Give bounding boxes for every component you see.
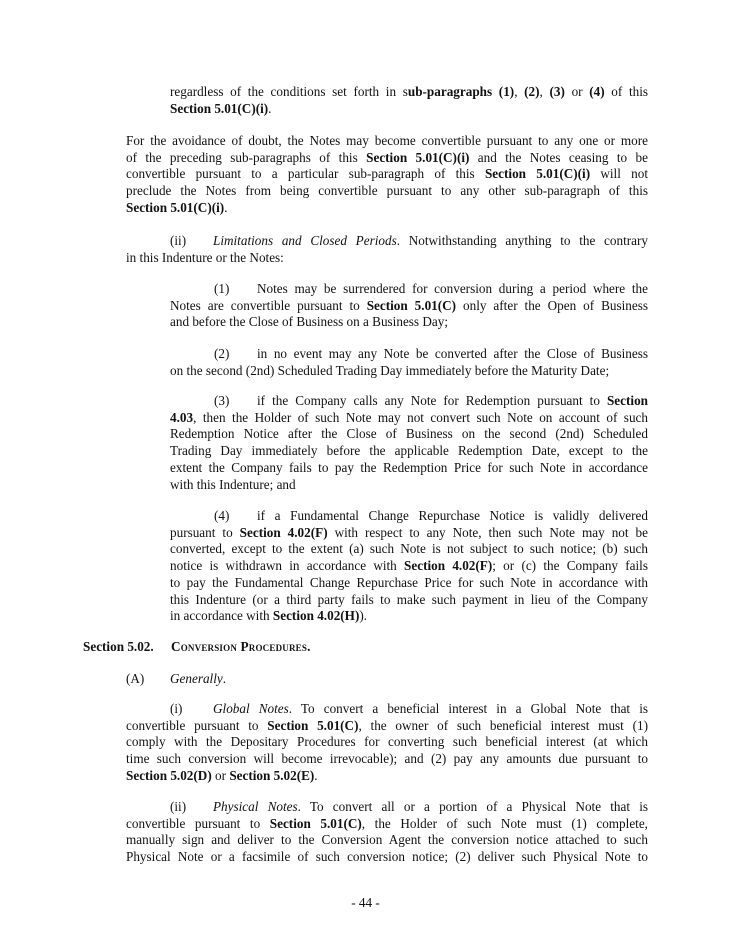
text-line: Trading Day immediately before the applicable Redemption Date, except to the — [170, 443, 648, 459]
text-line: in this Indenture or the Notes: — [126, 249, 284, 265]
section-heading — [83, 639, 648, 656]
paragraph-avoidance-of-doubt — [126, 133, 648, 217]
text-line: regardless of the conditions set forth in sub-paragraphs (1), (2), (3) or (4) of this — [170, 84, 648, 99]
paragraph-global-notes — [126, 701, 648, 785]
text-line: (4) if a Fundamental Change Repurchase Notice is validly delivered — [214, 508, 648, 523]
text-line: time such conversion will become irrevocable); and (2) pay any amounts due pursuant to — [126, 751, 648, 767]
text-line: 4.03, then the Holder of such Note may not convert such Note on account of such — [170, 409, 648, 425]
text-line: in accordance with Section 4.02(H)). — [170, 608, 368, 624]
list-item-3 — [170, 393, 648, 493]
text-line: (2) in no event may any Note be converted after the Close of Business — [214, 346, 648, 361]
text-line: convertible pursuant to Section 5.01(C), the owner of such beneficial interest must (1) — [126, 717, 648, 733]
text-line: Redemption Notice after the Close of Business on the second (2nd) Scheduled — [170, 426, 648, 442]
list-item-1 — [170, 281, 648, 331]
subsection-heading — [126, 671, 648, 688]
text-line: Section 5.01(C)(i). — [126, 199, 228, 215]
text-line: and before the Close of Business on a Business Day; — [170, 314, 448, 330]
text-line: Section 5.01(C)(i). — [170, 100, 272, 116]
text-line: with this Indenture; and — [170, 476, 296, 492]
text-line: Section 5.02. Conversion Procedures. — [83, 639, 311, 654]
text-line: notice is withdrawn in accordance with Section 4.02(F); or (c) the Company fails — [170, 558, 648, 574]
page-number: - 44 - — [351, 895, 380, 910]
text-line: (ii) Limitations and Closed Periods. Notwithstanding anything to the contrary — [170, 233, 648, 248]
text-line: to pay the Fundamental Change Repurchase Price for such Note in accordance with — [170, 574, 648, 590]
text-line: preclude the Notes from being convertible pursuant to any other sub-paragraph of this — [126, 183, 648, 199]
text-line: pursuant to Section 4.02(F) with respect to any Note, then such Note may not be — [170, 524, 648, 540]
text-line: (3) if the Company calls any Note for Redemption pursuant to Section — [214, 393, 648, 408]
text-line: Section 5.02(D) or Section 5.02(E). — [126, 767, 318, 783]
text-line: (i) Global Notes. To convert a beneficial interest in a Global Note that is — [170, 701, 648, 716]
list-item-4 — [170, 508, 648, 625]
text-line: (A) Generally. — [126, 671, 227, 686]
text-line: extent the Company fails to pay the Redemption Price for such Note in accordance — [170, 459, 648, 475]
text-line: (ii) Physical Notes. To convert all or a portion of a Physical Note that is — [170, 799, 648, 814]
text-line: this Indenture (or a third party fails to make such payment in lieu of the Company — [170, 591, 648, 607]
list-item-2 — [170, 346, 648, 379]
text-line: For the avoidance of doubt, the Notes may become convertible pursuant to any one or more — [126, 133, 648, 148]
section-number: Section 5.02. — [83, 639, 154, 654]
text-line: manually sign and deliver to the Conversion Agent the conversion notice attached to such — [126, 832, 648, 848]
text-line: Notes are convertible pursuant to Section 5.01(C) only after the Open of Business — [170, 297, 648, 313]
text-line: Physical Note or a facsimile of such conversion notice; (2) deliver such Physical Note to — [126, 849, 648, 865]
text-line: comply with the Depositary Procedures for converting such beneficial interest (at which — [126, 734, 648, 750]
text-line: convertible pursuant to Section 5.01(C), the Holder of such Note must (1) complete, — [126, 815, 648, 831]
text-line: convertible pursuant to a particular sub-paragraph of this Section 5.01(C)(i) will not — [126, 166, 648, 182]
text-line: on the second (2nd) Scheduled Trading Day immediately before the Maturity Date; — [170, 362, 610, 378]
paragraph-physical-notes — [126, 799, 648, 866]
text-line: converted, except to the extent (a) such Note is not subject to such notice; (b) such — [170, 541, 648, 557]
section-title: Conversion Procedures — [171, 639, 308, 654]
text-line: (1) Notes may be surrendered for conversion during a period where the — [214, 281, 648, 296]
paragraph-continuation — [170, 84, 648, 117]
paragraph-limitations — [126, 233, 648, 266]
text-line: of the preceding sub-paragraphs of this Section 5.01(C)(i) and the Notes ceasing to be — [126, 149, 648, 165]
